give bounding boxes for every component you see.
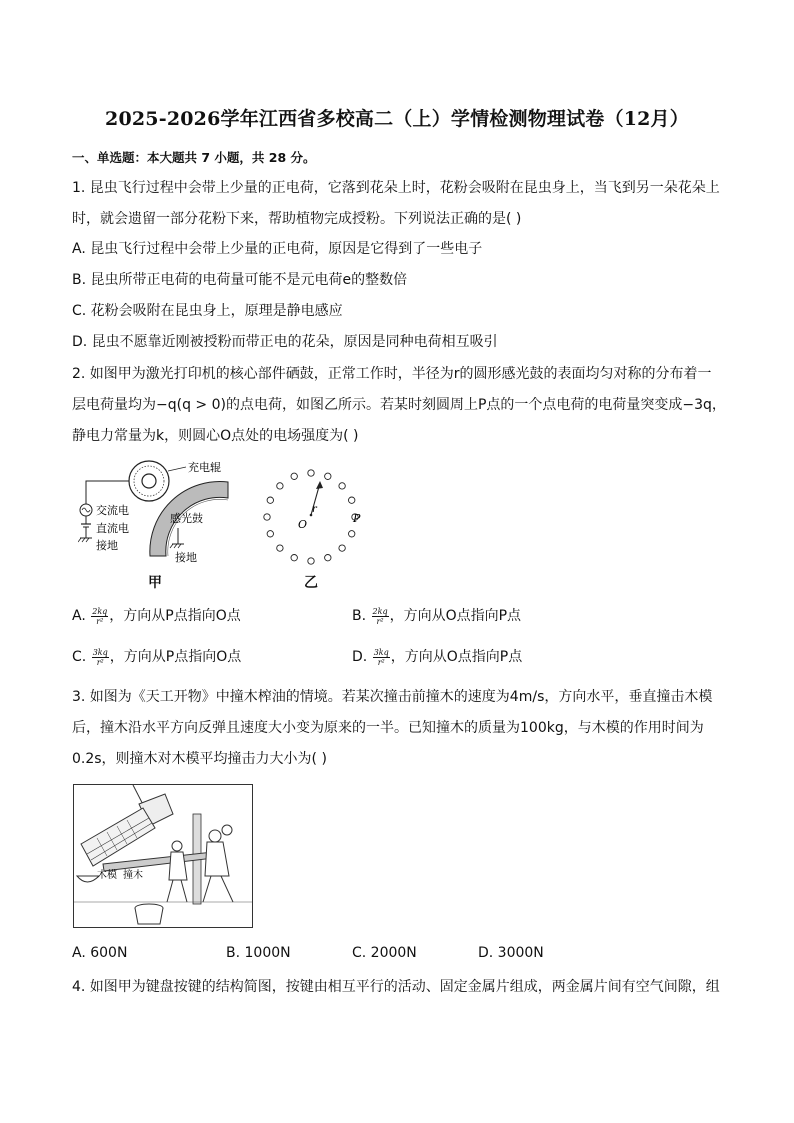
label-wooden-mold: 木模: [97, 870, 117, 881]
point-charge: [264, 514, 270, 520]
fraction-numerator: 2kq: [372, 606, 388, 616]
section-heading: 一、单选题：本大题共 7 小题，共 28 分。: [72, 150, 316, 165]
q3-stem-line1: 3. 如图为《天工开物》中撞木榨油的情境。若某次撞击前撞木的速度为4m/s，方向水平，垂直撞击木模: [72, 689, 713, 705]
q3-stem-line2: 后，撞木沿水平方向反弹且速度大小变为原来的一半。已知撞木的质量为100kg，与木模的作用时间为: [72, 720, 704, 736]
fraction-denominator: r²: [377, 657, 385, 667]
q4-stem-line1: 4. 如图甲为键盘按键的结构简图，按键由相互平行的活动、固定金属片组成，两金属片间有空气间隙，组: [72, 979, 720, 995]
fraction: [373, 648, 390, 667]
fraction-denominator: r²: [376, 616, 384, 626]
fraction-numerator: 2kq: [92, 606, 108, 616]
point-charge: [308, 558, 314, 564]
q2-stem-line1: 2. 如图甲为激光打印机的核心部件硒鼓，正常工作时，半径为r的圆形感光鼓的表面均匀对称的分布着一: [72, 366, 712, 382]
q1-stem-line1: 1. 昆虫飞行过程中会带上少量的正电荷，它落到花朵上时，花粉会吸附在昆虫身上，当飞到另一朵花朵上: [72, 180, 720, 196]
fraction-numerator: 3kq: [373, 647, 389, 657]
q1-option-c: C. 花粉会吸附在昆虫身上，原理是静电感应: [72, 303, 343, 319]
q2-stem-line2: 层电荷量均为−q(q > 0)的点电荷，如图乙所示。若某时刻圆周上P点的一个点电荷的电荷量突变成−3q，: [72, 397, 726, 413]
label-ram: 撞木: [123, 870, 143, 881]
q1-option-a: A. 昆虫飞行过程中会带上少量的正电荷，原因是它得到了一些电子: [72, 241, 483, 257]
point-charge: [267, 497, 273, 503]
point-charge: [325, 473, 331, 479]
q3-option-b: B. 1000N: [226, 945, 291, 961]
caption-figure-a: 甲: [148, 575, 162, 591]
q2-option-a: [72, 605, 241, 626]
fraction-denominator: r²: [96, 616, 104, 626]
point-charge: [349, 531, 355, 537]
q3-stem-line3: 0.2s，则撞木对木模平均撞击力大小为( ): [72, 751, 327, 767]
point-charge: [339, 545, 345, 551]
figure-oil-press: [73, 784, 253, 928]
q3-option-a: A. 600N: [72, 945, 128, 961]
label-ground-2: 接地: [175, 551, 197, 564]
point-charge: [267, 531, 273, 537]
label-ac: 交流电: [96, 504, 129, 517]
caption-figure-b: 乙: [304, 575, 318, 591]
point-charge: [339, 483, 345, 489]
page-title: 2025-2026学年江西省多校高二（上）学情检测物理试卷（12月）: [105, 108, 689, 130]
q2-option-d: [352, 646, 522, 667]
option-text: ，方向从P点指向O点: [109, 649, 242, 665]
option-letter: B.: [352, 608, 367, 624]
point-charge: [325, 555, 331, 561]
point-charge: [291, 473, 297, 479]
figure-charge-ring: [256, 466, 366, 570]
option-text: ，方向从O点指向P点: [390, 649, 523, 665]
label-drum: 感光鼓: [170, 512, 203, 525]
point-charge: [308, 470, 314, 476]
option-text: ，方向从P点指向O点: [109, 608, 241, 624]
label-ground-1: 接地: [96, 539, 118, 552]
q2-option-c: [72, 646, 241, 667]
point-charge: [291, 555, 297, 561]
option-letter: A.: [72, 608, 86, 624]
option-letter: D.: [352, 649, 368, 665]
q2-stem-line3: 静电力常量为k，则圆心O点处的电场强度为( ): [72, 428, 359, 444]
q1-option-d: D. 昆虫不愿靠近刚被授粉而带正电的花朵，原因是同种电荷相互吸引: [72, 334, 498, 350]
fraction: [372, 607, 389, 626]
fraction: [92, 648, 109, 667]
label-point-p: P: [353, 512, 361, 525]
option-letter: C.: [72, 649, 87, 665]
label-dc: 直流电: [96, 522, 129, 535]
option-text: ，方向从O点指向P点: [389, 608, 522, 624]
fraction: [91, 607, 108, 626]
q3-option-c: C. 2000N: [352, 945, 417, 961]
q1-stem-line2: 时，就会遗留一部分花粉下来，帮助植物完成授粉。下列说法正确的是( ): [72, 211, 522, 227]
fraction-numerator: 3kq: [92, 647, 108, 657]
point-charge: [277, 545, 283, 551]
q2-option-b: [352, 605, 521, 626]
q1-option-b: B. 昆虫所带正电荷的电荷量可能不是元电荷e的整数倍: [72, 272, 408, 288]
fraction-denominator: r²: [96, 657, 104, 667]
label-radius: r: [312, 504, 317, 515]
label-center-o: O: [298, 518, 308, 531]
point-charge: [349, 497, 355, 503]
point-charge: [277, 483, 283, 489]
label-charging-roller: 充电辊: [188, 461, 221, 474]
figure-toner-drum: [78, 458, 238, 568]
q3-option-d: D. 3000N: [478, 945, 544, 961]
